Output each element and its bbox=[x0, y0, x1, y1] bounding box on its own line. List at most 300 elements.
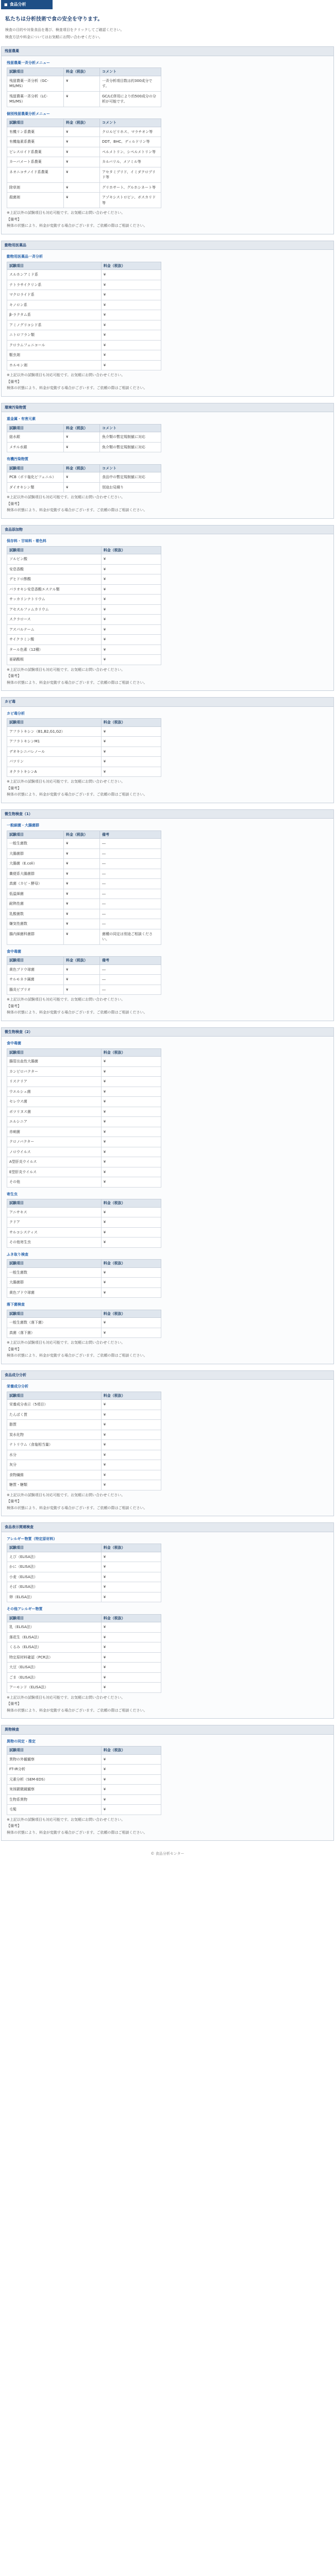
section-body bbox=[2, 412, 333, 518]
category-section bbox=[1, 241, 334, 397]
table-row bbox=[7, 300, 161, 310]
price-cell: ¥ bbox=[101, 757, 161, 767]
group-title: アレルギー物質（特定原材料） bbox=[7, 1536, 57, 1541]
test-item-cell: 大腸菌群 bbox=[7, 1278, 102, 1288]
group-title: 寄生虫 bbox=[7, 1192, 18, 1196]
price-cell: ¥ bbox=[101, 1066, 161, 1077]
test-item-cell: 大豆（ELISA法） bbox=[7, 1663, 102, 1673]
price-cell: ¥ bbox=[64, 182, 100, 193]
footer: © 食品分析センター bbox=[150, 1852, 185, 1856]
table-row bbox=[7, 1663, 161, 1673]
section-note bbox=[7, 997, 328, 1015]
table-row bbox=[7, 1430, 161, 1440]
table-header-row bbox=[7, 1392, 161, 1400]
section-note bbox=[7, 1340, 328, 1359]
price-cell: ¥ bbox=[101, 290, 161, 300]
table-header-row bbox=[7, 464, 161, 472]
table-row bbox=[7, 1127, 161, 1137]
test-item-cell: ソルビン酸 bbox=[7, 554, 102, 565]
price-cell: ¥ bbox=[64, 839, 100, 849]
category-section bbox=[1, 1522, 334, 1719]
test-item-cell: 亜硝酸根 bbox=[7, 655, 102, 665]
column-header: コメント bbox=[100, 119, 161, 127]
price-cell: ¥ bbox=[101, 1117, 161, 1127]
comment-cell: ― bbox=[100, 909, 161, 919]
comment-cell: アゾキシストロビン、ボスカリド等 bbox=[100, 193, 161, 208]
section-title: 環境汚染物質 bbox=[2, 403, 333, 413]
price-cell: ¥ bbox=[101, 350, 161, 361]
price-table bbox=[7, 831, 161, 945]
table-header-row bbox=[7, 1260, 161, 1268]
test-item-cell: 特定原材料確認（PCR法） bbox=[7, 1652, 102, 1663]
table-row bbox=[7, 1278, 161, 1288]
table-row bbox=[7, 1177, 161, 1188]
column-header: コメント bbox=[100, 424, 161, 432]
section-note bbox=[7, 372, 328, 391]
table-row bbox=[7, 340, 161, 350]
table-row bbox=[7, 1805, 161, 1815]
remark-label: 【備考】 bbox=[7, 1499, 21, 1503]
table-row bbox=[7, 1562, 161, 1572]
price-cell: ¥ bbox=[101, 1137, 161, 1147]
price-cell: ¥ bbox=[101, 1562, 161, 1572]
test-item-cell: E型肝炎ウイルス bbox=[7, 1167, 102, 1177]
price-cell: ¥ bbox=[101, 1157, 161, 1167]
test-item-cell: スクラロース bbox=[7, 615, 102, 625]
table-row bbox=[7, 1774, 161, 1785]
test-item-cell: 駆虫剤 bbox=[7, 350, 102, 361]
intro-line: 検査方法や料金についてはお気軽にお問い合わせください。 bbox=[5, 35, 103, 39]
comment-cell: ― bbox=[100, 964, 161, 975]
price-cell: ¥ bbox=[101, 1592, 161, 1602]
table-row bbox=[7, 964, 161, 975]
price-cell: ¥ bbox=[101, 330, 161, 341]
price-cell: ¥ bbox=[101, 1632, 161, 1642]
test-item-cell: たんぱく質 bbox=[7, 1410, 102, 1420]
comment-cell: クロルピリホス、マラチオン等 bbox=[100, 127, 161, 137]
price-cell: ¥ bbox=[101, 737, 161, 747]
test-item-cell: β-ラクタム系 bbox=[7, 310, 102, 320]
table-row bbox=[7, 1066, 161, 1077]
test-item-cell: アセスルファムカリウム bbox=[7, 604, 102, 615]
test-item-cell: 有機塩素系農薬 bbox=[7, 137, 64, 147]
price-cell: ¥ bbox=[101, 340, 161, 350]
test-item-cell: 一般生菌数（落下菌） bbox=[7, 1318, 102, 1328]
column-header: 試験項目 bbox=[7, 1260, 102, 1268]
section-body bbox=[2, 1037, 333, 1364]
test-item-cell: テトラサイクリン系 bbox=[7, 280, 102, 290]
table-row bbox=[7, 1794, 161, 1805]
category-section bbox=[1, 1027, 334, 1364]
column-header: 料金（税抜） bbox=[101, 1392, 161, 1400]
category-section bbox=[1, 525, 334, 691]
price-cell: ¥ bbox=[64, 147, 100, 157]
comment-cell: ペルメトリン、シペルメトリン等 bbox=[100, 147, 161, 157]
column-header: 料金（税抜） bbox=[64, 464, 100, 472]
table-row bbox=[7, 1572, 161, 1582]
price-cell: ¥ bbox=[64, 869, 100, 879]
table-row bbox=[7, 1400, 161, 1410]
price-table bbox=[7, 1746, 161, 1815]
price-cell: ¥ bbox=[101, 1582, 161, 1592]
table-row bbox=[7, 137, 161, 147]
column-header: 備考 bbox=[100, 957, 161, 965]
price-cell: ¥ bbox=[101, 1278, 161, 1288]
price-cell: ¥ bbox=[101, 1552, 161, 1562]
column-header: 料金（税抜） bbox=[64, 68, 100, 76]
group-title: 食中毒菌 bbox=[7, 1041, 21, 1045]
remark-text: 検体の状態により、料金が変動する場合がございます。ご依頼の際はご相談ください。 bbox=[7, 386, 147, 390]
table-header-row bbox=[7, 1614, 161, 1622]
price-cell: ¥ bbox=[101, 615, 161, 625]
section-note bbox=[7, 779, 328, 798]
tax-note: ※上記以外の試験項目も対応可能です。お気軽にお問い合わせください。 bbox=[7, 211, 125, 215]
price-cell: ¥ bbox=[64, 859, 100, 869]
section-title: 食品添加物 bbox=[2, 526, 333, 535]
remark-text: 検体の状態により、料金が変動する場合がございます。ご依頼の際はご相談ください。 bbox=[7, 1353, 147, 1358]
test-item-cell: デヒドロ酢酸 bbox=[7, 574, 102, 585]
column-header: 料金（税抜） bbox=[64, 424, 100, 432]
table-row bbox=[7, 615, 161, 625]
price-cell: ¥ bbox=[101, 1147, 161, 1157]
price-table bbox=[7, 464, 161, 493]
price-table bbox=[7, 67, 161, 107]
table-row bbox=[7, 1097, 161, 1107]
table-row bbox=[7, 127, 161, 137]
price-cell: ¥ bbox=[101, 1087, 161, 1097]
test-item-cell: FT-IR分析 bbox=[7, 1765, 102, 1775]
price-cell: ¥ bbox=[101, 747, 161, 757]
group-title: 食中毒菌 bbox=[7, 949, 21, 954]
test-item-cell: ダイオキシン類 bbox=[7, 482, 64, 493]
table-row bbox=[7, 624, 161, 635]
group-title: その他アレルギー物質 bbox=[7, 1607, 43, 1611]
category-section bbox=[1, 809, 334, 1021]
price-cell: ¥ bbox=[64, 919, 100, 929]
test-item-cell: ホルモン剤 bbox=[7, 360, 102, 370]
table-row bbox=[7, 975, 161, 985]
column-header: 試験項目 bbox=[7, 1310, 102, 1318]
test-item-cell: 水分 bbox=[7, 1450, 102, 1460]
test-item-cell: A型肝炎ウイルス bbox=[7, 1157, 102, 1167]
intro-heading: 私たちは分析技術で食の安全を守ります。 bbox=[5, 16, 103, 22]
table-row bbox=[7, 1167, 161, 1177]
section-note bbox=[7, 1493, 328, 1511]
table-row bbox=[7, 1480, 161, 1490]
tax-note: ※上記以外の試験項目も対応可能です。お気軽にお問い合わせください。 bbox=[7, 1817, 125, 1822]
test-item-cell: オクラトキシンA bbox=[7, 767, 102, 777]
remark-text: 検体の状態により、料金が変動する場合がございます。ご依頼の際はご相談ください。 bbox=[7, 792, 147, 796]
remark-label: 【備考】 bbox=[7, 1347, 21, 1351]
price-table bbox=[7, 718, 161, 777]
category-section bbox=[1, 46, 334, 234]
group-title: 個別残留農薬分析メニュー bbox=[7, 111, 50, 116]
price-cell: ¥ bbox=[101, 584, 161, 595]
table-row bbox=[7, 147, 161, 157]
table-header-row bbox=[7, 1747, 161, 1755]
category-section bbox=[1, 1725, 334, 1841]
table-row bbox=[7, 1238, 161, 1248]
table-row bbox=[7, 1460, 161, 1470]
group-title: 有機汚染物質 bbox=[7, 457, 28, 461]
table-row bbox=[7, 645, 161, 655]
table-row bbox=[7, 290, 161, 300]
column-header: 料金（税抜） bbox=[101, 1310, 161, 1318]
test-item-cell: カーバメート系農薬 bbox=[7, 157, 64, 167]
test-item-cell: PCB（ポリ塩化ビフェニル） bbox=[7, 472, 64, 483]
table-row bbox=[7, 1287, 161, 1298]
table-row bbox=[7, 270, 161, 280]
table-row bbox=[7, 360, 161, 370]
table-row bbox=[7, 1207, 161, 1217]
comment-cell: ― bbox=[100, 839, 161, 849]
price-table bbox=[7, 546, 161, 665]
column-header: 試験項目 bbox=[7, 424, 64, 432]
comment-cell: 別途お見積り bbox=[100, 482, 161, 493]
table-row bbox=[7, 1672, 161, 1683]
test-item-cell: ごま（ELISA法） bbox=[7, 1672, 102, 1683]
table-row bbox=[7, 1592, 161, 1602]
comment-cell: カルバリル、メソミル等 bbox=[100, 157, 161, 167]
table-row bbox=[7, 574, 161, 585]
comment-cell: ― bbox=[100, 985, 161, 995]
column-header: 試験項目 bbox=[7, 831, 64, 839]
test-item-cell: 黄色ブドウ球菌 bbox=[7, 1287, 102, 1298]
price-cell: ¥ bbox=[101, 1805, 161, 1815]
price-cell: ¥ bbox=[101, 1177, 161, 1188]
group-title: 動物用医薬品一斉分析 bbox=[7, 255, 43, 259]
table-row bbox=[7, 1328, 161, 1338]
column-header: 料金（税抜） bbox=[64, 957, 100, 965]
test-item-cell: ボツリヌス菌 bbox=[7, 1107, 102, 1117]
group-title: ふき取り検査 bbox=[7, 1252, 28, 1257]
test-item-cell: えび（ELISA法） bbox=[7, 1552, 102, 1562]
test-item-cell: アフラトキシンM1 bbox=[7, 737, 102, 747]
test-item-cell: 炭水化物 bbox=[7, 1430, 102, 1440]
table-row bbox=[7, 1077, 161, 1087]
section-title: 異物検査 bbox=[2, 1725, 333, 1735]
tax-note: ※上記以外の試験項目も対応可能です。お気軽にお問い合わせください。 bbox=[7, 373, 125, 377]
comment-cell: 一斉分析項目数は約300成分です。 bbox=[100, 76, 161, 91]
remark-label: 【備考】 bbox=[7, 1824, 21, 1828]
column-header: 試験項目 bbox=[7, 1544, 102, 1552]
test-item-cell: クロノバクター bbox=[7, 1137, 102, 1147]
column-header: 料金（税抜） bbox=[64, 119, 100, 127]
column-header: 試験項目 bbox=[7, 1048, 102, 1057]
section-title: 微生物検査（1） bbox=[2, 810, 333, 819]
comment-cell: ― bbox=[100, 975, 161, 985]
column-header: 料金（税抜） bbox=[101, 1747, 161, 1755]
price-cell: ¥ bbox=[101, 1663, 161, 1673]
table-row bbox=[7, 1217, 161, 1228]
price-cell: ¥ bbox=[101, 1440, 161, 1450]
category-section bbox=[1, 1370, 334, 1517]
test-item-cell: 脂質 bbox=[7, 1420, 102, 1430]
table-row bbox=[7, 859, 161, 869]
comment-cell: ― bbox=[100, 869, 161, 879]
price-cell: ¥ bbox=[64, 964, 100, 975]
section-body bbox=[2, 1380, 333, 1516]
test-item-cell: パツリン bbox=[7, 757, 102, 767]
price-cell: ¥ bbox=[101, 1672, 161, 1683]
test-item-cell: 乳酸菌数 bbox=[7, 909, 64, 919]
test-item-cell: かに（ELISA法） bbox=[7, 1562, 102, 1572]
group-title: 重金属・有害元素 bbox=[7, 417, 36, 421]
table-row bbox=[7, 1785, 161, 1795]
remark-label: 【備考】 bbox=[7, 379, 21, 384]
test-item-cell: そば（ELISA法） bbox=[7, 1582, 102, 1592]
table-row bbox=[7, 1318, 161, 1328]
table-header-row bbox=[7, 546, 161, 554]
price-cell: ¥ bbox=[101, 1328, 161, 1338]
test-item-cell: タール色素（12種） bbox=[7, 645, 102, 655]
test-item-cell: ネオニコチノイド系農薬 bbox=[7, 167, 64, 182]
table-row bbox=[7, 1652, 161, 1663]
price-cell: ¥ bbox=[64, 482, 100, 493]
table-row bbox=[7, 899, 161, 909]
test-item-cell: メチル水銀 bbox=[7, 442, 64, 452]
price-cell: ¥ bbox=[101, 1572, 161, 1582]
page-title: 食品分析 bbox=[9, 2, 26, 7]
intro-line: 検査の目的や対象食品を選び、検査項目をクリックしてご確認ください。 bbox=[5, 28, 124, 32]
group-title: カビ毒分析 bbox=[7, 711, 25, 716]
column-header: 料金（税抜） bbox=[64, 831, 100, 839]
table-row bbox=[7, 1227, 161, 1238]
test-item-cell: サッカリンナトリウム bbox=[7, 595, 102, 605]
test-item-cell: 栄養成分表示（5項目） bbox=[7, 1400, 102, 1410]
section-title: 微生物検査（2） bbox=[2, 1028, 333, 1037]
sections bbox=[1, 46, 334, 1841]
test-item-cell: 小麦（ELISA法） bbox=[7, 1572, 102, 1582]
table-row bbox=[7, 167, 161, 182]
test-item-cell: セレウス菌 bbox=[7, 1097, 102, 1107]
price-cell: ¥ bbox=[64, 127, 100, 137]
comment-cell: ― bbox=[100, 849, 161, 859]
column-header: 料金（税抜） bbox=[101, 1260, 161, 1268]
comment-cell: ― bbox=[100, 859, 161, 869]
table-row bbox=[7, 1470, 161, 1480]
table-row bbox=[7, 929, 161, 944]
test-item-cell: 乳（ELISA法） bbox=[7, 1622, 102, 1633]
column-header: 料金（税抜） bbox=[101, 1614, 161, 1622]
test-item-cell: 実体顕微鏡観察 bbox=[7, 1785, 102, 1795]
table-row bbox=[7, 1420, 161, 1430]
price-cell: ¥ bbox=[101, 554, 161, 565]
table-row bbox=[7, 839, 161, 849]
test-item-cell: パラオキシ安息香酸エステル類 bbox=[7, 584, 102, 595]
column-header: コメント bbox=[100, 464, 161, 472]
section-body bbox=[2, 56, 333, 234]
test-item-cell: くるみ（ELISA法） bbox=[7, 1642, 102, 1653]
test-item-cell: 安息香酸 bbox=[7, 564, 102, 574]
price-cell: ¥ bbox=[101, 564, 161, 574]
test-item-cell: ニトロフラン類 bbox=[7, 330, 102, 341]
table-row bbox=[7, 849, 161, 859]
price-cell: ¥ bbox=[64, 899, 100, 909]
test-item-cell: 元素分析（SEM-EDS） bbox=[7, 1774, 102, 1785]
price-cell: ¥ bbox=[64, 157, 100, 167]
test-item-cell: ノロウイルス bbox=[7, 1147, 102, 1157]
tax-note: ※上記以外の試験項目も対応可能です。お気軽にお問い合わせください。 bbox=[7, 1695, 125, 1700]
test-item-cell: 糞便系大腸菌群 bbox=[7, 869, 64, 879]
group-title: 落下菌検査 bbox=[7, 1302, 25, 1307]
tax-note: ※上記以外の試験項目も対応可能です。お気軽にお問い合わせください。 bbox=[7, 997, 125, 1002]
price-cell: ¥ bbox=[101, 1480, 161, 1490]
table-row bbox=[7, 1450, 161, 1460]
remark-label: 【備考】 bbox=[7, 674, 21, 678]
group-title: 一般細菌・大腸菌群 bbox=[7, 823, 39, 827]
table-row bbox=[7, 635, 161, 645]
table-header-row bbox=[7, 119, 161, 127]
test-item-cell: ウエルシュ菌 bbox=[7, 1087, 102, 1097]
table-row bbox=[7, 310, 161, 320]
price-cell: ¥ bbox=[101, 320, 161, 330]
column-header: 試験項目 bbox=[7, 957, 64, 965]
column-header: 備考 bbox=[100, 831, 161, 839]
price-cell: ¥ bbox=[101, 1470, 161, 1480]
test-item-cell: 真菌（落下菌） bbox=[7, 1328, 102, 1338]
price-cell: ¥ bbox=[64, 193, 100, 208]
comment-cell: ― bbox=[100, 899, 161, 909]
table-row bbox=[7, 76, 161, 91]
column-header: 試験項目 bbox=[7, 719, 102, 727]
comment-cell: 食品中の暫定規制値に対応 bbox=[100, 472, 161, 483]
remark-label: 【備考】 bbox=[7, 501, 21, 506]
comment-cell: GC/LC併用により約500成分の分析が可能です。 bbox=[100, 91, 161, 107]
table-header-row bbox=[7, 1199, 161, 1208]
remark-label: 【備考】 bbox=[7, 217, 21, 222]
table-row bbox=[7, 909, 161, 919]
test-item-cell: 食物繊維 bbox=[7, 1470, 102, 1480]
price-table bbox=[7, 424, 161, 453]
table-row bbox=[7, 1765, 161, 1775]
price-cell: ¥ bbox=[64, 975, 100, 985]
remark-label: 【備考】 bbox=[7, 1702, 21, 1706]
column-header: 料金（税抜） bbox=[101, 719, 161, 727]
test-item-cell: キノロン系 bbox=[7, 300, 102, 310]
remark-text: 検体の状態により、料金が変動する場合がございます。ご依頼の際はご相談ください。 bbox=[7, 1505, 147, 1510]
table-row bbox=[7, 182, 161, 193]
price-table bbox=[7, 118, 161, 208]
price-cell: ¥ bbox=[101, 1207, 161, 1217]
table-row bbox=[7, 1117, 161, 1127]
price-cell: ¥ bbox=[101, 1683, 161, 1693]
table-row bbox=[7, 1087, 161, 1097]
price-cell: ¥ bbox=[101, 1238, 161, 1248]
price-cell: ¥ bbox=[64, 985, 100, 995]
tax-note: ※上記以外の試験項目も対応可能です。お気軽にお問い合わせください。 bbox=[7, 1341, 125, 1345]
test-item-cell: 灰分 bbox=[7, 1460, 102, 1470]
table-row bbox=[7, 280, 161, 290]
table-row bbox=[7, 726, 161, 737]
price-cell: ¥ bbox=[101, 767, 161, 777]
section-note bbox=[7, 1817, 328, 1836]
table-row bbox=[7, 737, 161, 747]
section-title: カビ毒 bbox=[2, 698, 333, 707]
price-cell: ¥ bbox=[101, 300, 161, 310]
test-item-cell: その他 bbox=[7, 1177, 102, 1188]
price-cell: ¥ bbox=[101, 310, 161, 320]
comment-cell: ― bbox=[100, 889, 161, 899]
price-cell: ¥ bbox=[101, 1097, 161, 1107]
price-cell: ¥ bbox=[101, 1167, 161, 1177]
test-item-cell: 卵（ELISA法） bbox=[7, 1592, 102, 1602]
table-row bbox=[7, 482, 161, 493]
price-cell: ¥ bbox=[101, 1057, 161, 1067]
category-section bbox=[1, 697, 334, 803]
price-cell: ¥ bbox=[101, 1267, 161, 1278]
test-item-cell: 殺菌剤 bbox=[7, 193, 64, 208]
